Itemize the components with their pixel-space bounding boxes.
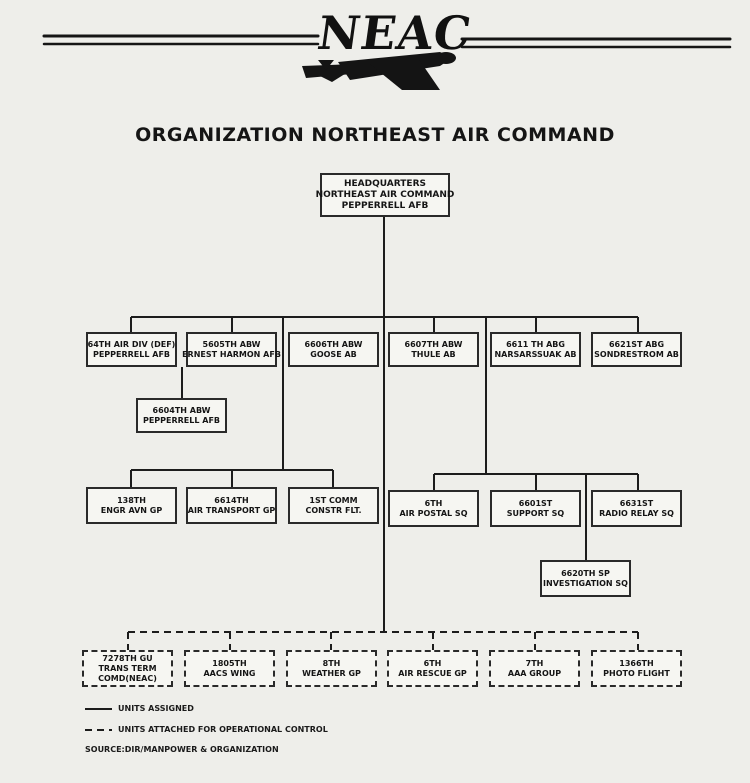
node-line: HEADQUARTERS [344, 178, 426, 189]
node-line: 6TH [424, 498, 443, 508]
node-5605th-abw [182, 332, 281, 367]
node-line: INVESTIGATION SQ [543, 578, 628, 588]
node-line: ENGR AVN GP [100, 505, 163, 515]
node-6621st-abg [591, 332, 682, 367]
node-line: 7278TH GU [102, 653, 153, 663]
legend-assigned: UNITS ASSIGNED [118, 704, 194, 713]
node-line: 1805TH [212, 658, 247, 668]
node-1366th-photo [591, 650, 682, 687]
node-6611th-abg [490, 332, 581, 367]
node-line: NARSARSSUAK AB [494, 349, 577, 359]
node-line: AIR TRANSPORT GP [187, 505, 276, 515]
node-6607th-abw [388, 332, 479, 367]
node-6631st-radio-relay [591, 490, 682, 527]
node-line: AACS WING [203, 668, 256, 678]
node-line: 64TH AIR DIV (DEF) [87, 339, 176, 349]
node-line: 8TH [322, 658, 341, 668]
node-line: SUPPORT SQ [506, 508, 565, 518]
node-1805th-aacs [184, 650, 275, 687]
node-8th-weather [286, 650, 377, 687]
node-headquarters [315, 173, 455, 217]
node-line: 6601ST [518, 498, 553, 508]
node-line: 6621ST ABG [608, 339, 665, 349]
node-line: THULE AB [411, 349, 456, 359]
chart-title: ORGANIZATION NORTHEAST AIR COMMAND [135, 124, 615, 146]
node-6620th-sp [540, 560, 631, 597]
node-7278th-gu [82, 650, 173, 687]
node-line: PEPPERRELL AFB [341, 200, 429, 211]
node-line: AIR RESCUE GP [398, 668, 467, 678]
node-line: COMD(NEAC) [98, 673, 157, 683]
node-6th-air-rescue [387, 650, 478, 687]
node-line: TRANS TERM [98, 663, 157, 673]
node-line: 5605TH ABW [202, 339, 261, 349]
node-line: 1366TH [619, 658, 654, 668]
node-line: PEPPERRELL AFB [142, 415, 221, 425]
node-line: 6631ST [619, 498, 654, 508]
node-line: 7TH [525, 658, 544, 668]
node-1st-comm [288, 487, 379, 524]
node-line: RADIO RELAY SQ [599, 508, 674, 518]
node-6th-air-postal [388, 490, 479, 527]
node-6606th-abw [288, 332, 379, 367]
assigned-connectors [85, 216, 638, 709]
source-note: SOURCE:DIR/MANPOWER & ORGANIZATION [85, 745, 279, 754]
node-line: GOOSE AB [310, 349, 357, 359]
node-line: 6607TH ABW [404, 339, 463, 349]
node-line: NORTHEAST AIR COMMAND [315, 189, 455, 200]
node-line: WEATHER GP [302, 668, 361, 678]
legend-attached: UNITS ATTACHED FOR OPERATIONAL CONTROL [118, 725, 328, 734]
node-line: AAA GROUP [507, 668, 562, 678]
node-line: 6606TH ABW [304, 339, 363, 349]
node-line: ERNEST HARMON AFB [182, 349, 281, 359]
node-line: PEPPERRELL AFB [92, 349, 171, 359]
node-line: 1ST COMM [309, 495, 358, 505]
node-7th-aaa [489, 650, 580, 687]
node-line: 138TH [117, 495, 146, 505]
node-6614th-air-transport [186, 487, 277, 524]
node-line: AIR POSTAL SQ [399, 508, 468, 518]
node-line: CONSTR FLT. [305, 505, 362, 515]
node-line: PHOTO FLIGHT [603, 668, 670, 678]
node-line: 6620TH SP [561, 568, 610, 578]
node-6601st-support [490, 490, 581, 527]
node-line: SONDRESTROM AB [594, 349, 679, 359]
node-138th-engr [86, 487, 177, 524]
neac-logo: NEAC [314, 6, 476, 60]
node-6604th-abw [136, 398, 227, 433]
node-line: 6611 TH ABG [506, 339, 565, 349]
node-line: 6604TH ABW [152, 405, 211, 415]
node-line: 6TH [423, 658, 442, 668]
node-64th-air-div [86, 332, 177, 367]
node-line: 6614TH [214, 495, 249, 505]
